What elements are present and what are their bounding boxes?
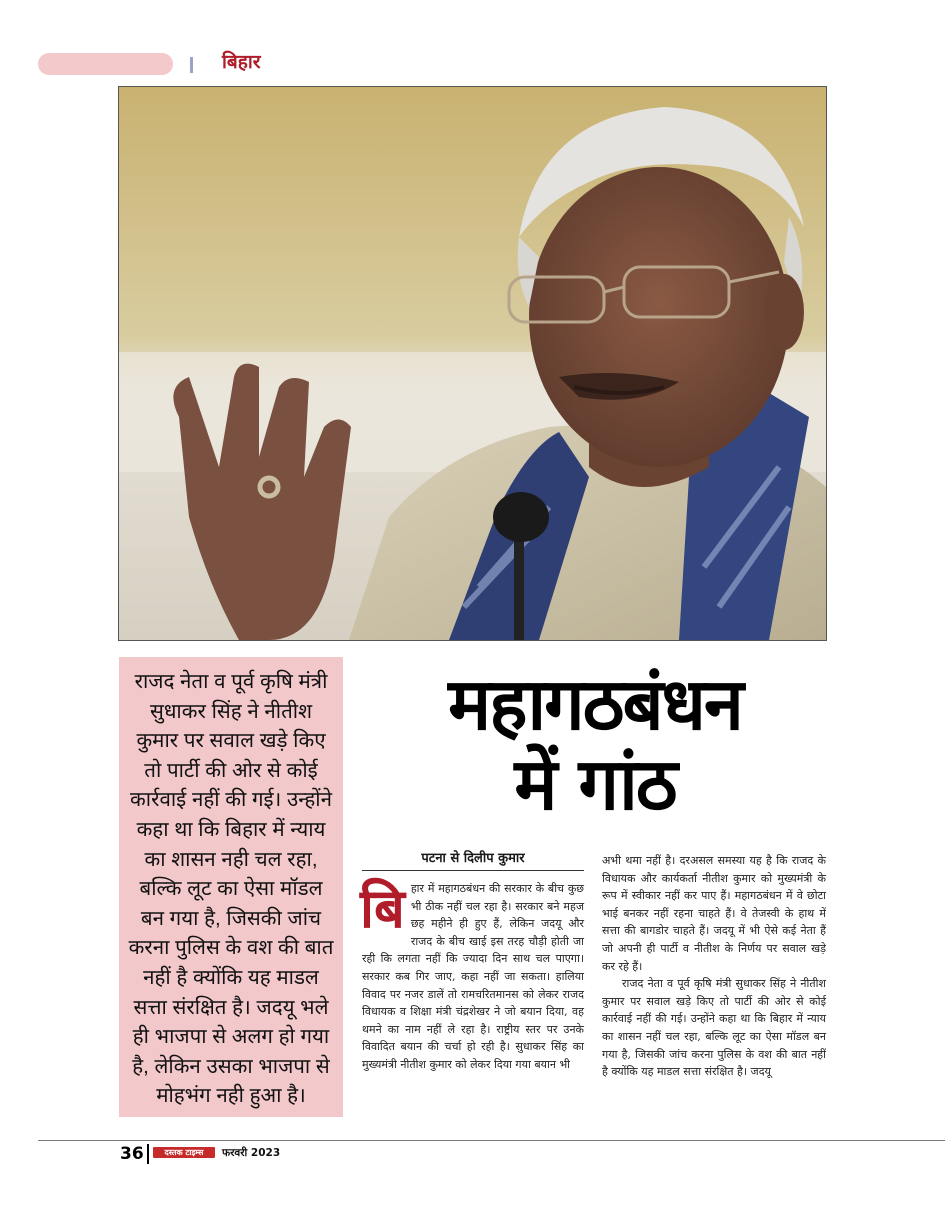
section-label: बिहार — [222, 51, 261, 73]
header-separator — [190, 57, 193, 73]
article-paragraph: राजद नेता व पूर्व कृषि मंत्री सुधाकर सिंह ने नीतीश कुमार पर सवाल खड़े किए तो पार्टी की ओर से कोई कार्रवाई नहीं की गई। उन्होंने कहा था कि बिहार में न्याय का शासन नहीं चल रहा, बल्कि लूट का ऐसा मॉडल बन गया है, जिसकी जांच करना पुलिस के वश की बात नहीं है क्योंकि यह माडल सत्ता संरक्षित है। जदयू — [602, 977, 826, 1079]
article-paragraph: अभी थमा नहीं है। दरअसल समस्या यह है कि राजद के विधायक और कार्यकर्ता नीतीश कुमार को मुख्यमंत्री के रूप में स्वीकार नहीं कर पाए हैं। महागठबंधन में वे छोटा भाई बनकर नहीं रहना चाहते हैं। वे तेजस्वी के हाथ में सत्ता की बागडोर चाहते हैं। जदयू में भी ऐसे कई नेता हैं जो अपनी ही पार्टी व नीतीश के निर्णय पर सवाल खड़े कर रहे हैं। — [602, 854, 826, 973]
footer-divider — [38, 1140, 945, 1141]
pull-quote-box: राजद नेता व पूर्व कृषि मंत्री सुधाकर सिंह ने नीतीश कुमार पर सवाल खड़े किए तो पार्टी की ओर से कोई कार्रवाई नहीं की गई। उन्होंने कहा था कि बिहार में न्याय का शासन नही चल रहा, बल्कि लूट का ऐसा मॉडल बन गया है, जिसकी जांच करना पुलिस के वश की बात नहीं है क्योंकि यह माडल सत्ता संरक्षित है। जदयू भले ही भाजपा से अलग हो गया है, लेकिन उसका भाजपा से मोहभंग नही हुआ है। — [119, 657, 343, 1117]
footer-separator — [147, 1144, 149, 1164]
article-column-1-text: हार में महागठबंधन की सरकार के बीच कुछ भी ठीक नहीं चल रहा है। सरकार बने महज छह महीने ही हुए हैं, लेकिन जदयू और राजद के बीच खाई इस तरह चौड़ी होती जा रही कि लगता नहीं कि ज्यादा दिन साथ चल पाएगा। सरकार कब गिर जाए, कहा नहीं जा सकता। हालिया विवाद पर नजर डालें तो रामचरितमानस को लेकर राजद विधायक व शिक्षा मंत्री चंद्रशेखर ने जो बयान दिया, वह थमने का नाम नहीं ले रहा है। राष्ट्रीय स्तर पर उनके विवादित बयान की चर्चा हो रही है। सुधाकर सिंह का मुख्यमंत्री नीतीश कुमार को लेकर दिया गया बयान भी — [362, 882, 584, 1071]
headline-line-2: में गांठ — [514, 742, 676, 826]
drop-cap: बि — [360, 877, 405, 940]
photo-illustration — [119, 87, 826, 640]
header-decoration-pill — [38, 53, 173, 75]
article-column-1 — [360, 877, 584, 1074]
issue-date: फरवरी 2023 — [222, 1147, 281, 1159]
headline-line-1: महागठबंधन — [448, 662, 742, 746]
article-photo — [118, 86, 827, 641]
article-column-2 — [602, 852, 826, 1081]
page-number: 36 — [120, 1144, 144, 1164]
publication-logo: दस्तक टाइम्स — [153, 1147, 215, 1158]
byline: पटना से दिलीप कुमार — [362, 850, 584, 871]
headline — [400, 664, 790, 824]
